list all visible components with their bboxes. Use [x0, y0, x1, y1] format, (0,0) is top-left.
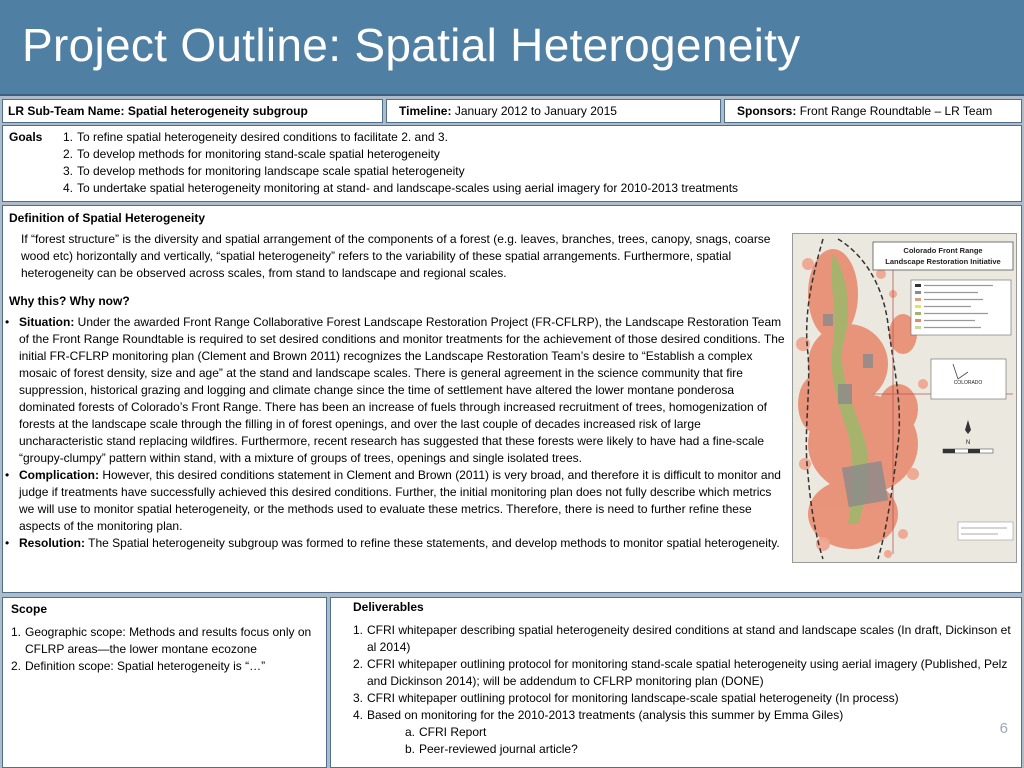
list-item: • Complication: However, this desired conditions statement in Clement and Brown (2011) is very broad, and therefore it is difficult to monitor and judge if treatments have successfully achieved this desired conditions. Further, the initial monitoring plan does not fully describe which metrics we will use to monitor spatial heterogeneity, or the methods used to evaluate these metrics. Therefore, there is need to further refine these aspects of the monitoring plan. [3, 467, 785, 535]
list-item: 2. To develop methods for monitoring stand-scale spatial heterogeneity [63, 147, 440, 161]
list-item: 4. To undertake spatial heterogeneity monitoring at stand- and landscape-scales using aerial imagery for 2010-2013 treatments [63, 181, 739, 195]
list-item: • Situation: Under the awarded Front Range Collaborative Forest Landscape Restoration Project (FR-CFLRP), the Landscape Restoration Team of the Front Range Roundtable is required to set desired conditions and monitor treatments for the achievement of those desired conditions. The initial FR-CFLRP monitoring plan (Clement and Brown 2011) recognizes the Landscape Restoration Team’s desire to “Establish a complex mosaic of forest density, size and age” at the stand and landscape scales. There is general agreement in the science community that fire suppression, historical grazing and logging and climate change since the time of settlement have altered the lower montane ponderosa dominated forests of Colorado’s Front Range. There has been an increase of fuels through increased recruitment of trees, homogenization of forests at the landscape scale through the filling in of forest openings, and over the last couple of decades increased risk of large uncharacteristic stand replacing wildfires. Furthermore, recent research has suggested that these forests were likely to have had a fine-scale “groupy-clumpy” pattern within stand, with a mixture of groups of trees, openings and single isolated trees. [3, 314, 785, 467]
list-item: 2. CFRI whitepaper outlining protocol for monitoring stand-scale spatial heterogeneity using aerial imagery (Published, Pelz and Dickinson 2014); will be addendum to CFLRP monitoring plan (DONE) [353, 657, 1008, 688]
deliverables-heading: Deliverables [353, 600, 424, 614]
page-number: 6 [999, 720, 1008, 737]
definition-heading: Definition of Spatial Heterogeneity [9, 211, 206, 225]
list-item: 2. Definition scope: Spatial heterogeneity is “…” [11, 659, 266, 673]
team-name-box [2, 99, 383, 123]
list-item: 3. CFRI whitepaper outlining protocol for monitoring landscape-scale spatial heterogeneity (In process) [353, 691, 899, 705]
map-state-label: COLORADO [953, 380, 983, 386]
timeline-box [386, 99, 721, 123]
map-title-2: Landscape Restoration Initiative [885, 257, 1001, 266]
title-bar [0, 0, 1024, 96]
list-item: 1. Geographic scope: Methods and results focus only on CFLRP areas—the lower montane ecozone [11, 625, 312, 656]
slide-title: Project Outline: Spatial Heterogeneity [22, 19, 801, 71]
map-title-1: Colorado Front Range [903, 246, 983, 255]
timeline-value: January 2012 to January 2015 [454, 104, 617, 118]
list-item: 1. CFRI whitepaper describing spatial heterogeneity desired conditions at stand and landscape scales (In draft, Dickinson et al 2014) [353, 623, 1011, 654]
list-item: 1. To refine spatial heterogeneity desired conditions to facilitate 2. and 3. [63, 130, 448, 144]
map-north-label: N [965, 440, 971, 446]
sponsors-box [724, 99, 1022, 123]
scope-box [2, 597, 327, 768]
deliverables-list [353, 622, 1013, 724]
team-label: LR Sub-Team Name: [8, 104, 125, 118]
scope-heading: Scope [11, 602, 48, 616]
list-item: 3. To develop methods for monitoring landscape scale spatial heterogeneity [63, 164, 465, 178]
goals-list [63, 129, 1013, 197]
definition-text: If “forest structure” is the diversity and spatial arrangement of the components of a forest (e.g. leaves, branches, trees, canopy, snags, coarse wood etc) horizontally and vertically, “spatial heterogeneity” refers to the variability of these spatial arrangements. Furthermore, spatial heterogeneity can be observed across scales, from stand to landscape and regional scales. [21, 232, 771, 280]
deliverables-box [330, 597, 1022, 768]
sponsors-label: Sponsors: [737, 104, 797, 118]
list-item: a. CFRI Report [405, 725, 487, 739]
map-graphic [793, 234, 1017, 563]
why-list [3, 314, 785, 552]
sponsors-value: Front Range Roundtable – LR Team [799, 104, 993, 118]
timeline-label: Timeline: [399, 104, 452, 118]
list-item: b. Peer-reviewed journal article? [405, 742, 578, 756]
scope-list [11, 624, 321, 675]
why-heading: Why this? Why now? [9, 294, 130, 308]
deliverables-sublist [405, 724, 805, 758]
list-item: • Resolution: The Spatial heterogeneity subgroup was formed to refine these statements, and develop methods to monitor spatial heterogeneity. [3, 535, 785, 552]
goals-label: Goals [9, 130, 43, 144]
team-value: Spatial heterogeneity subgroup [127, 104, 308, 118]
restoration-map-image [792, 233, 1017, 563]
goals-box [2, 125, 1022, 202]
list-item: 4. Based on monitoring for the 2010-2013 treatments (analysis this summer by Emma Giles) [353, 708, 844, 722]
